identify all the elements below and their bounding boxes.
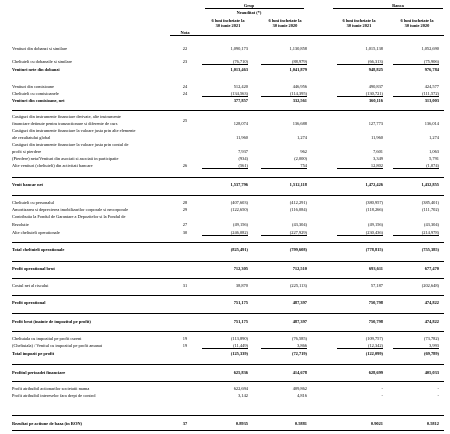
value-cell: (412,291) — [289, 200, 307, 205]
row-label: ale rezultatului global — [12, 135, 51, 140]
value-cell: - — [437, 393, 439, 398]
value-cell: (755,385) — [421, 247, 439, 252]
value-cell: 38,870 — [235, 283, 248, 288]
group-header-rule — [205, 8, 304, 9]
value-cell: 1,052,690 — [421, 46, 439, 51]
section-divider — [12, 295, 444, 296]
value-cell: (1,074) — [393, 163, 439, 169]
row-note: 24 — [182, 84, 188, 89]
value-cell: 136,014 — [424, 121, 439, 126]
row-label: Profit operational brut — [12, 266, 55, 271]
value-cell: (66,313) — [337, 59, 383, 65]
row-label: (Cheltuiala) / Venitul cu impozitul pe profit amanat — [12, 343, 103, 348]
value-cell: 409,862 — [292, 386, 307, 391]
value-cell: 7,937 — [238, 149, 248, 154]
section-divider — [12, 177, 444, 178]
value-cell: 0.9021 — [370, 421, 383, 426]
value-cell: 1,274 — [429, 135, 439, 140]
value-cell: 12,802 — [337, 163, 383, 169]
value-cell: 1,512,118 — [289, 182, 307, 187]
section-divider — [12, 110, 444, 111]
value-cell: 405,033 — [424, 370, 439, 375]
value-cell: (118,266) — [365, 207, 383, 212]
value-cell: 11,960 — [371, 135, 383, 140]
row-label: Profit atribuibil actionarilor societatii mama — [12, 386, 90, 391]
row-label: Profit operational — [12, 300, 46, 305]
section-divider — [12, 415, 444, 416]
row-label: Contributia la Fondul de Garantare a Depozitelor si la Fondul de — [12, 214, 126, 219]
row-note: 28 — [182, 200, 188, 205]
value-cell: 1,063 — [429, 149, 439, 154]
value-cell: 5,791 — [429, 156, 439, 161]
row-note: 19 — [182, 336, 188, 341]
value-cell: 1,472,426 — [365, 182, 383, 187]
row-note: 27 — [182, 222, 188, 227]
value-cell: 962 — [300, 149, 307, 154]
row-note: 29 — [182, 207, 188, 212]
row-label: Cheltuiala cu impozitul pe profit curent — [12, 336, 82, 341]
row-label: Cheltuieli cu dobanzile si similare — [12, 59, 72, 64]
row-note: 23 — [182, 59, 188, 64]
section-divider — [12, 364, 444, 365]
value-cell: 11,960 — [236, 135, 248, 140]
value-cell: (385,401) — [421, 200, 439, 205]
value-cell: 948,825 — [368, 67, 383, 72]
value-cell: 1,432,855 — [421, 182, 439, 187]
value-cell: (407,603) — [230, 200, 248, 205]
value-cell: 446,956 — [292, 84, 307, 89]
unaudited-label: Neauditat (*) — [236, 10, 262, 15]
row-note: 30 — [182, 230, 188, 235]
value-cell: 712,510 — [292, 266, 307, 271]
value-cell: 490,837 — [368, 84, 383, 89]
value-cell: (561) — [202, 163, 248, 169]
note-header: Nota — [180, 30, 190, 35]
value-cell: (111,702) — [422, 207, 439, 212]
value-cell: (76,585) — [292, 336, 307, 341]
value-cell: 414,678 — [292, 370, 307, 375]
group-header: Grup — [243, 3, 255, 8]
section-divider — [12, 381, 444, 382]
value-cell: (134,563) — [202, 91, 248, 97]
bank-header: Banca — [392, 3, 404, 8]
value-cell: 1,013,463 — [230, 67, 248, 72]
value-cell: 751,175 — [233, 319, 248, 324]
value-cell: (202,648) — [421, 283, 439, 288]
row-label: Venituri din comisioane — [12, 84, 54, 89]
value-cell: 1,130,858 — [289, 46, 307, 51]
row-label: Venituri nete din dobanzi — [12, 67, 60, 72]
value-cell: (380,957) — [365, 200, 383, 205]
value-cell: 622,694 — [233, 386, 248, 391]
value-cell: (49,156) — [233, 222, 248, 227]
value-cell: (43,304) — [424, 222, 439, 227]
value-cell: 750,798 — [368, 300, 383, 305]
row-label: Venituri din dobanzi si similare — [12, 46, 68, 51]
row-label: profit si pierdere — [12, 149, 42, 154]
value-cell: (214,978) — [393, 230, 439, 236]
row-label: Profit atribuibil intereselor fara drept de control — [12, 393, 96, 398]
row-label: Castiguri din instrumente financiare la valoare justa prin alte elemente — [12, 128, 136, 133]
value-cell: (125,339) — [230, 351, 248, 356]
row-label: Rezultat pe actiune de baza (in RON) — [12, 421, 82, 426]
value-cell: 4,816 — [297, 393, 307, 398]
bank-header-rule — [333, 8, 443, 9]
value-cell: (88,979) — [261, 59, 307, 65]
row-label: Alte venituri (cheltuieli) din activitati bancare — [12, 163, 93, 168]
value-cell: (75,906) — [393, 59, 439, 65]
value-cell: (227,929) — [261, 230, 307, 236]
section-divider — [12, 278, 444, 279]
value-cell: (11,449) — [202, 343, 248, 349]
value-cell: (49,156) — [368, 222, 383, 227]
value-cell: (43,304) — [292, 222, 307, 227]
column-header-bank-2021: 6 luni încheiate la 30 iunie 2021 — [342, 18, 376, 28]
value-cell: (111,572) — [393, 91, 439, 97]
value-cell: - — [381, 393, 383, 398]
value-cell: (122,099) — [365, 351, 383, 356]
row-note: 37 — [182, 421, 188, 426]
column-header-group-2020: 6 luni încheiate la 30 iunie 2020 — [268, 18, 302, 28]
value-cell: (246,082) — [202, 230, 248, 236]
section-divider — [12, 261, 444, 262]
value-cell: 1,274 — [297, 135, 307, 140]
header-bottom-rule — [170, 35, 444, 36]
value-cell: 0.5881 — [294, 421, 307, 426]
value-cell: 332,561 — [292, 98, 307, 103]
column-header-group-2021: 6 luni încheiate la 30 iunie 2021 — [211, 18, 245, 28]
row-note: 22 — [182, 46, 188, 51]
value-cell: 677,470 — [424, 266, 439, 271]
row-label: Rezolutie — [12, 222, 29, 227]
row-label: Cheltuieli cu personalul — [12, 200, 54, 205]
value-cell: (825,491) — [230, 247, 248, 252]
value-cell: - — [381, 386, 383, 391]
value-cell: 487,397 — [292, 319, 307, 324]
section-divider — [12, 430, 444, 431]
value-cell: 693,611 — [368, 266, 383, 271]
row-label: Venit bancar net — [12, 182, 43, 187]
value-cell: 751,175 — [233, 300, 248, 305]
column-header-bank-2020: 6 luni încheiate la 30 iunie 2020 — [400, 18, 434, 28]
value-cell: (934) — [238, 156, 248, 161]
value-cell: (114,395) — [261, 91, 307, 97]
value-cell: 474,822 — [424, 319, 439, 324]
row-note: 25 — [182, 118, 188, 123]
value-cell: (130,721) — [337, 91, 383, 97]
row-note: 31 — [182, 283, 188, 288]
row-label: (Pierdere) neta/Venituri din asociati si asociati in participatie — [12, 156, 119, 161]
value-cell: 377,857 — [233, 98, 248, 103]
row-note: 19 — [182, 343, 188, 348]
value-cell: 754 — [261, 163, 307, 169]
value-cell: 7,601 — [373, 149, 383, 154]
value-cell: 3,993 — [393, 343, 439, 349]
row-label: Profit brut (inainte de impozitul pe profit) — [12, 319, 91, 324]
row-label: Profitul perioadei financiare — [12, 370, 66, 375]
value-cell: 313,003 — [424, 98, 439, 103]
value-cell: (113,890) — [230, 336, 248, 341]
value-cell: 1,015,138 — [365, 46, 383, 51]
value-cell: (72,719) — [292, 351, 307, 356]
value-cell: 57,187 — [370, 283, 383, 288]
value-cell: 128,074 — [233, 121, 248, 126]
section-divider — [12, 242, 444, 243]
value-cell: (2,000) — [294, 156, 307, 161]
value-cell: 424,577 — [424, 84, 439, 89]
value-cell: (69,789) — [424, 351, 439, 356]
row-label: Cheltuieli cu comisioanele — [12, 91, 59, 96]
row-label: Venituri din comisioane, net — [12, 98, 65, 103]
row-label: Total impozit pe profit — [12, 351, 55, 356]
value-cell: 3,866 — [261, 343, 307, 349]
row-label: Costul net al riscului — [12, 283, 49, 288]
value-cell: (73,782) — [424, 336, 439, 341]
section-divider — [12, 313, 444, 314]
value-cell: 712,305 — [233, 266, 248, 271]
value-cell: 474,822 — [424, 300, 439, 305]
row-label: Amortizarea si deprecierea imobilizarilor corporale si necorporale — [12, 207, 129, 212]
row-label: Total cheltuieli operationale — [12, 247, 65, 252]
value-cell: 628,699 — [368, 370, 383, 375]
value-cell: 750,798 — [368, 319, 383, 324]
value-cell: (122,650) — [230, 207, 248, 212]
value-cell: (225,113) — [289, 283, 307, 288]
value-cell: 1,537,796 — [230, 182, 248, 187]
section-divider — [12, 331, 444, 332]
value-cell: 1,041,879 — [289, 67, 307, 72]
value-cell: (12,342) — [337, 343, 383, 349]
value-cell: 1,090,173 — [230, 46, 248, 51]
row-label: Castiguri din instrumente financiare la valoare justa prin contul de — [12, 142, 129, 147]
row-note: 26 — [182, 163, 188, 168]
value-cell: (116,084) — [289, 207, 307, 212]
value-cell: 3,142 — [238, 393, 248, 398]
value-cell: (76,710) — [202, 59, 248, 65]
value-cell: 0.5812 — [426, 421, 439, 426]
value-cell: 512,420 — [233, 84, 248, 89]
row-label: financiare detinute pentru tranzactionare si diferente de curs — [12, 121, 118, 126]
value-cell: 976,784 — [424, 67, 439, 72]
value-cell: (230,436) — [337, 230, 383, 236]
value-cell: - — [437, 386, 439, 391]
row-note: 24 — [182, 91, 188, 96]
value-cell: 0.8935 — [235, 421, 248, 426]
row-label: Alte cheltuieli operationale — [12, 230, 60, 235]
value-cell: (799,608) — [289, 247, 307, 252]
value-cell: 487,397 — [292, 300, 307, 305]
section-divider — [12, 195, 444, 196]
value-cell: (778,815) — [365, 247, 383, 252]
value-cell: (109,757) — [365, 336, 383, 341]
value-cell: 127,773 — [368, 121, 383, 126]
value-cell: 360,116 — [368, 98, 383, 103]
value-cell: 136,688 — [292, 121, 307, 126]
value-cell: 3,349 — [373, 156, 383, 161]
row-label: Castiguri din instrumente financiare derivate, alte instrumente — [12, 114, 121, 119]
value-cell: 625,836 — [233, 370, 248, 375]
